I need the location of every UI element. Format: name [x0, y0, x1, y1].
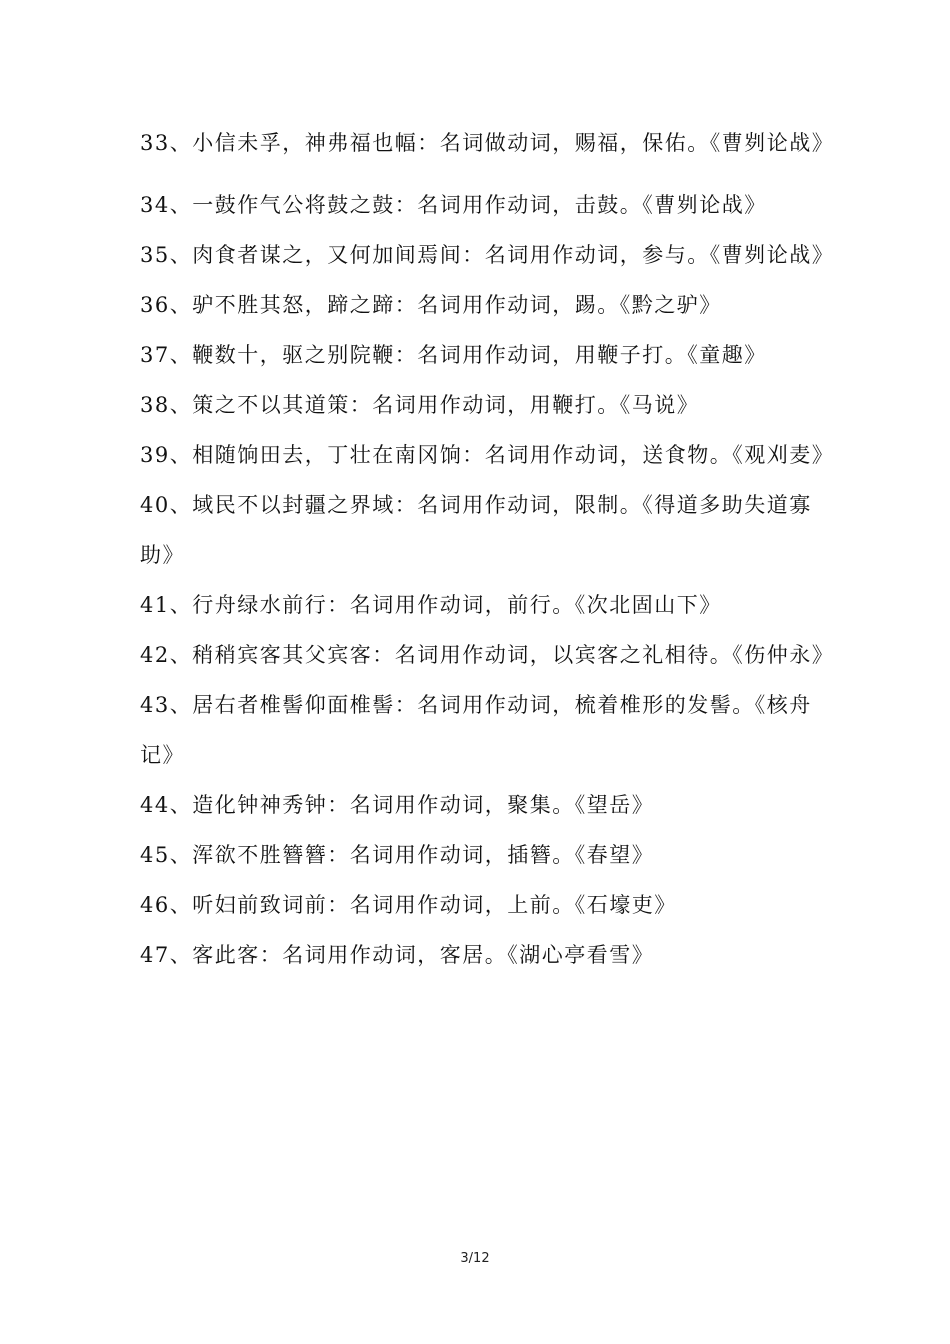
entry-33: 33、小信未孚，神弗福也幅：名词做动词，赐福，保佑。《曹刿论战》: [140, 131, 835, 155]
entry-43: 43、居右者椎髻仰面椎髻：名词用作动词，梳着椎形的发髻。《核舟记》: [140, 693, 812, 767]
entry-35: 35、肉食者谋之，又何加间焉间：名词用作动词，参与。《曹刿论战》: [140, 243, 835, 267]
entry-44: 44、造化钟神秀钟：名词用作动词，聚集。《望岳》: [140, 793, 655, 817]
entry-41: 41、行舟绿水前行：名词用作动词，前行。《次北固山下》: [140, 593, 722, 617]
entry-46: 46、听妇前致词前：名词用作动词，上前。《石壕吏》: [140, 893, 677, 917]
entry-40: 40、域民不以封疆之界域：名词用作动词，限制。《得道多助失道寡助》: [140, 493, 812, 567]
entry-34: 34、一鼓作气公将鼓之鼓：名词用作动词，击鼓。《曹刿论战》: [140, 193, 767, 217]
entry-47: 47、客此客：名词用作动词，客居。《湖心亭看雪》: [140, 943, 655, 967]
entry-39: 39、相随饷田去，丁壮在南冈饷：名词用作动词，送食物。《观刈麦》: [140, 443, 835, 467]
document-body: [140, 118, 835, 980]
entry-37: 37、鞭数十，驱之别院鞭：名词用作动词，用鞭子打。《童趣》: [140, 343, 767, 367]
page-number: 3/12: [460, 1251, 490, 1266]
entry-45: 45、浑欲不胜簪簪：名词用作动词，插簪。《春望》: [140, 843, 655, 867]
entry-38: 38、策之不以其道策：名词用作动词，用鞭打。《马说》: [140, 393, 700, 417]
entry-36: 36、驴不胜其怒，蹄之蹄：名词用作动词，踢。《黔之驴》: [140, 293, 722, 317]
entry-42: 42、稍稍宾客其父宾客：名词用作动词，以宾客之礼相待。《伤仲永》: [140, 643, 835, 667]
